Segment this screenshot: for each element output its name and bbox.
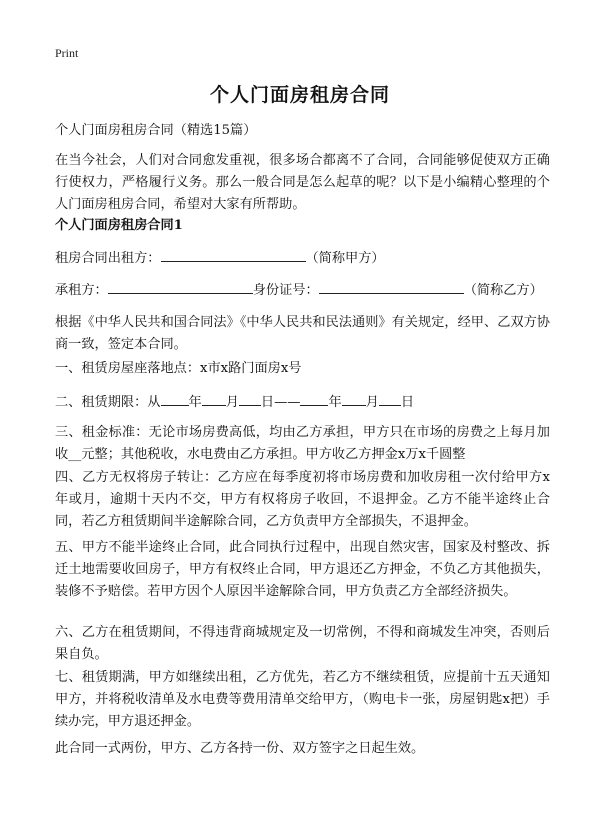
clause-2: [55, 392, 550, 414]
month-blank-2: [342, 392, 366, 406]
year-label-1: 年: [188, 395, 202, 410]
clause-1: 一、租赁房屋座落地点：x市x路门面房x号: [55, 361, 302, 376]
id-blank: [319, 280, 464, 294]
day-label-1: 日: [260, 395, 275, 410]
clause-2-prefix: 二、租赁期限：从: [55, 395, 161, 410]
clause-4: 四、乙方无权将房子转让：乙方应在每季度初将市场房费和加收房租一次付给甲方x年或月，逾期十天内不交，甲方有权将房子收回，不退押金。乙方不能半途终止合同，若乙方租赁期间半途解除合同，乙方负责甲方全部损失，不退押金。: [55, 470, 550, 529]
print-link[interactable]: Print: [55, 46, 79, 60]
lessor-line: [55, 248, 550, 270]
lessee-blank: [108, 280, 253, 294]
day-blank-2: [379, 392, 401, 406]
section-heading: 个人门面房租房合同1: [55, 218, 183, 233]
lessee-suffix: （简称乙方）: [463, 283, 543, 298]
lessee-line: [55, 280, 550, 302]
document-subtitle: 个人门面房租房合同（精选15篇）: [55, 123, 257, 138]
clause-6: 六、乙方在租赁期间，不得违背商城规定及一切常例，不得和商城发生冲突，否则后果自负。: [55, 625, 550, 662]
month-label-2: 月: [365, 395, 379, 410]
year-blank-1: [161, 392, 189, 406]
month-blank-1: [202, 392, 226, 406]
day-blank-1: [239, 392, 261, 406]
lessor-blank: [161, 248, 306, 262]
lessor-label: 租房合同出租方：: [55, 251, 161, 266]
lessor-suffix: （简称甲方）: [305, 251, 385, 266]
id-label: 身份证号：: [252, 283, 319, 298]
day-label-2: 日: [400, 395, 414, 410]
year-blank-2: [300, 392, 328, 406]
lessee-label: 承租方：: [55, 283, 108, 298]
year-label-2: 年: [328, 395, 342, 410]
intro-paragraph: 在当今社会，人们对合同愈发重视，很多场合都离不了合同，合同能够促使双方正确行使权力，严格履行义务。那么一般合同是怎么起草的呢？以下是小编精心整理的个人门面房租房合同，希望对大家有所帮助。: [55, 153, 550, 212]
date-dash: ——: [274, 395, 301, 410]
basis-paragraph: 根据《中华人民共和国合同法》《中华人民共和民法通则》有关规定，经甲、乙双方协商一致，签定本合同。: [55, 315, 550, 352]
clause-7: 七、租赁期满，甲方如继续出租，乙方优先，若乙方不继续租赁，应提前十五天通知甲方，并将税收清单及水电费等费用清单交给甲方，（购电卡一张，房屋钥匙x把）手续办完，甲方退还押金。: [55, 670, 550, 729]
clause-5: 五、甲方不能半途终止合同，此合同执行过程中，出现自然灾害，国家及村整改、拆迁土地需要收回房子，甲方有权终止合同，甲方退还乙方押金，不负乙方其他损失，装修不予赔偿。若甲方因个人原因半途解除合同，甲方负责乙方全部经济损失。: [55, 540, 550, 599]
clause-3: 三、租金标准：无论市场房费高低，均由乙方承担，甲方只在市场的房费之上每月加收__元整；其他税收，水电费由乙方承担。甲方收乙方押金x万x千圆整: [55, 425, 550, 462]
document-title: 个人门面房租房合同: [209, 84, 390, 106]
closing-paragraph: 此合同一式两份，甲方、乙方各持一份、双方签字之日起生效。: [55, 741, 425, 756]
month-label-1: 月: [225, 395, 239, 410]
